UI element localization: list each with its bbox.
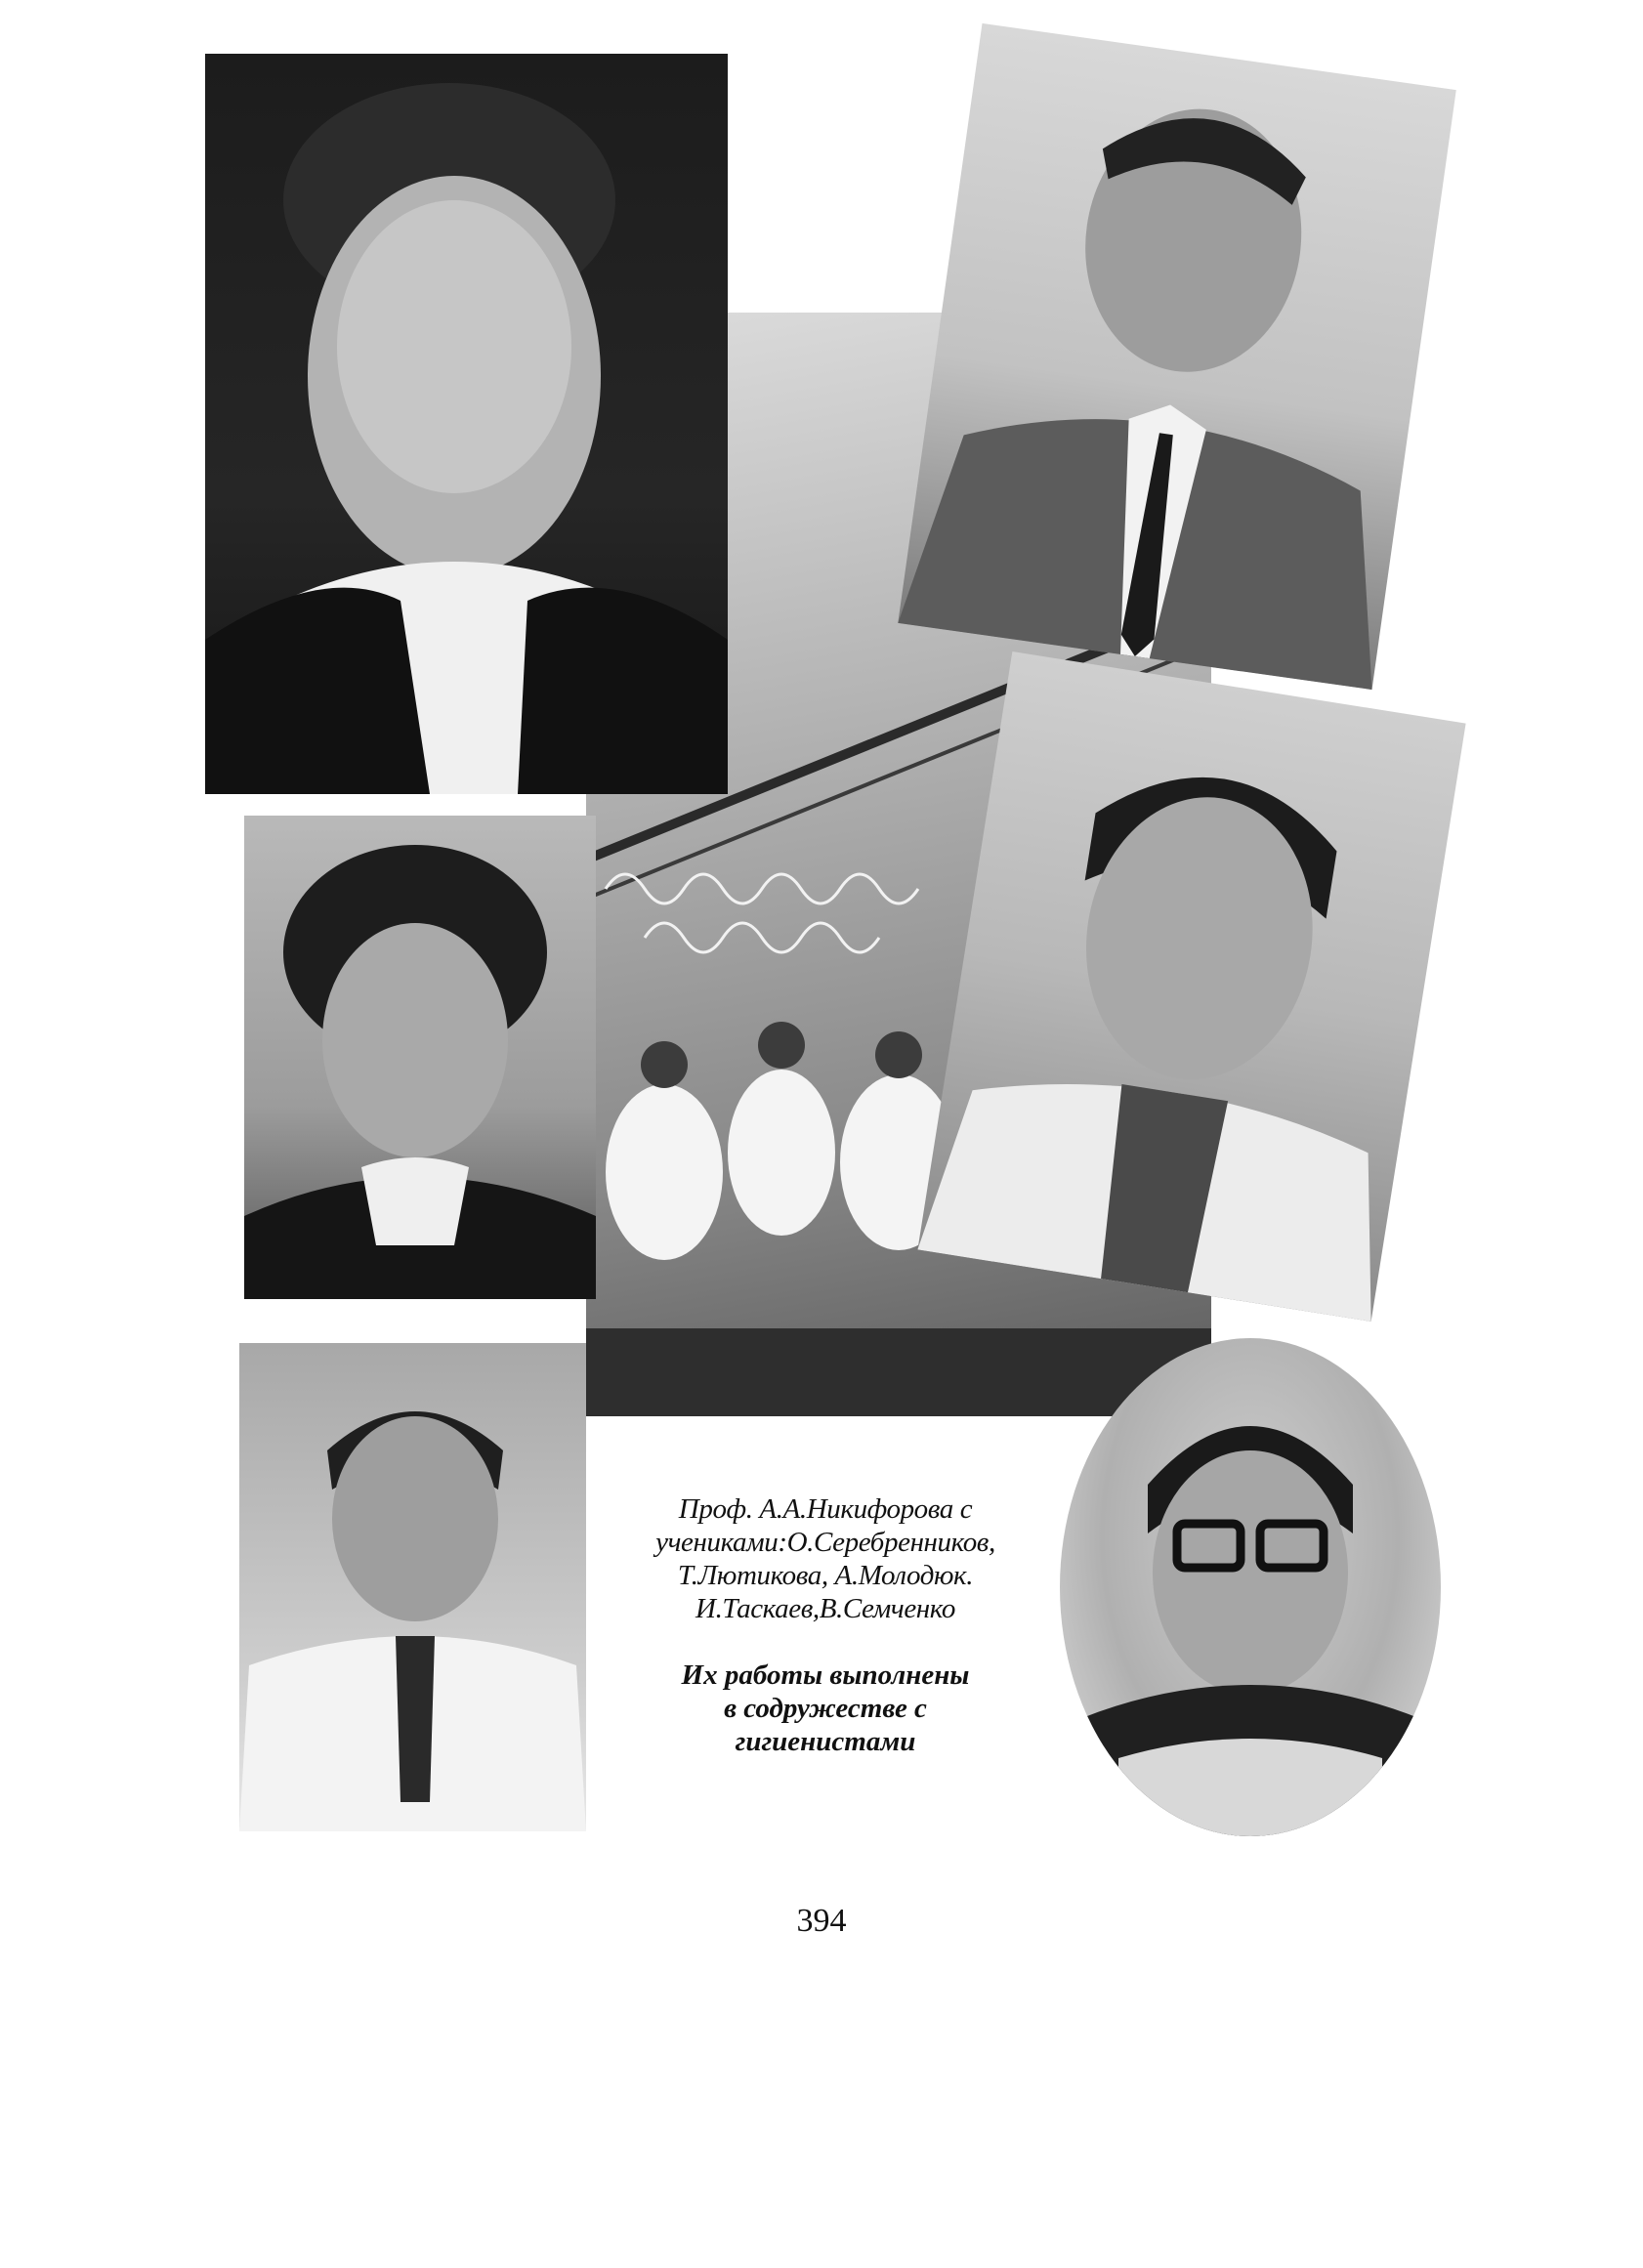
caption-line: И.Таскаев,В.Семченко [695,1593,955,1624]
caption-line: Т.Лютикова, А.Молодюк. [677,1560,974,1591]
portrait-photo-man-glasses [1060,1338,1441,1836]
portrait-photo-man-labcoat [239,1343,586,1831]
photo-caption [596,1492,1055,1758]
caption-note [596,1659,1055,1758]
portrait-photo-woman-large [205,54,728,794]
portrait-photo-man-young [917,651,1465,1322]
caption-line: Проф. А.А.Никифорова с [678,1493,973,1525]
caption-note-line: в содружестве с [724,1693,927,1724]
portrait-photo-man-tie [898,23,1456,690]
caption-note-line: Их работы выполнены [681,1659,970,1691]
portrait-photo-woman [244,816,596,1299]
page-number: 394 [796,1903,847,1939]
caption-line: учениками:О.Серебренников, [655,1527,995,1558]
caption-note-line: гигиенистами [735,1726,916,1757]
